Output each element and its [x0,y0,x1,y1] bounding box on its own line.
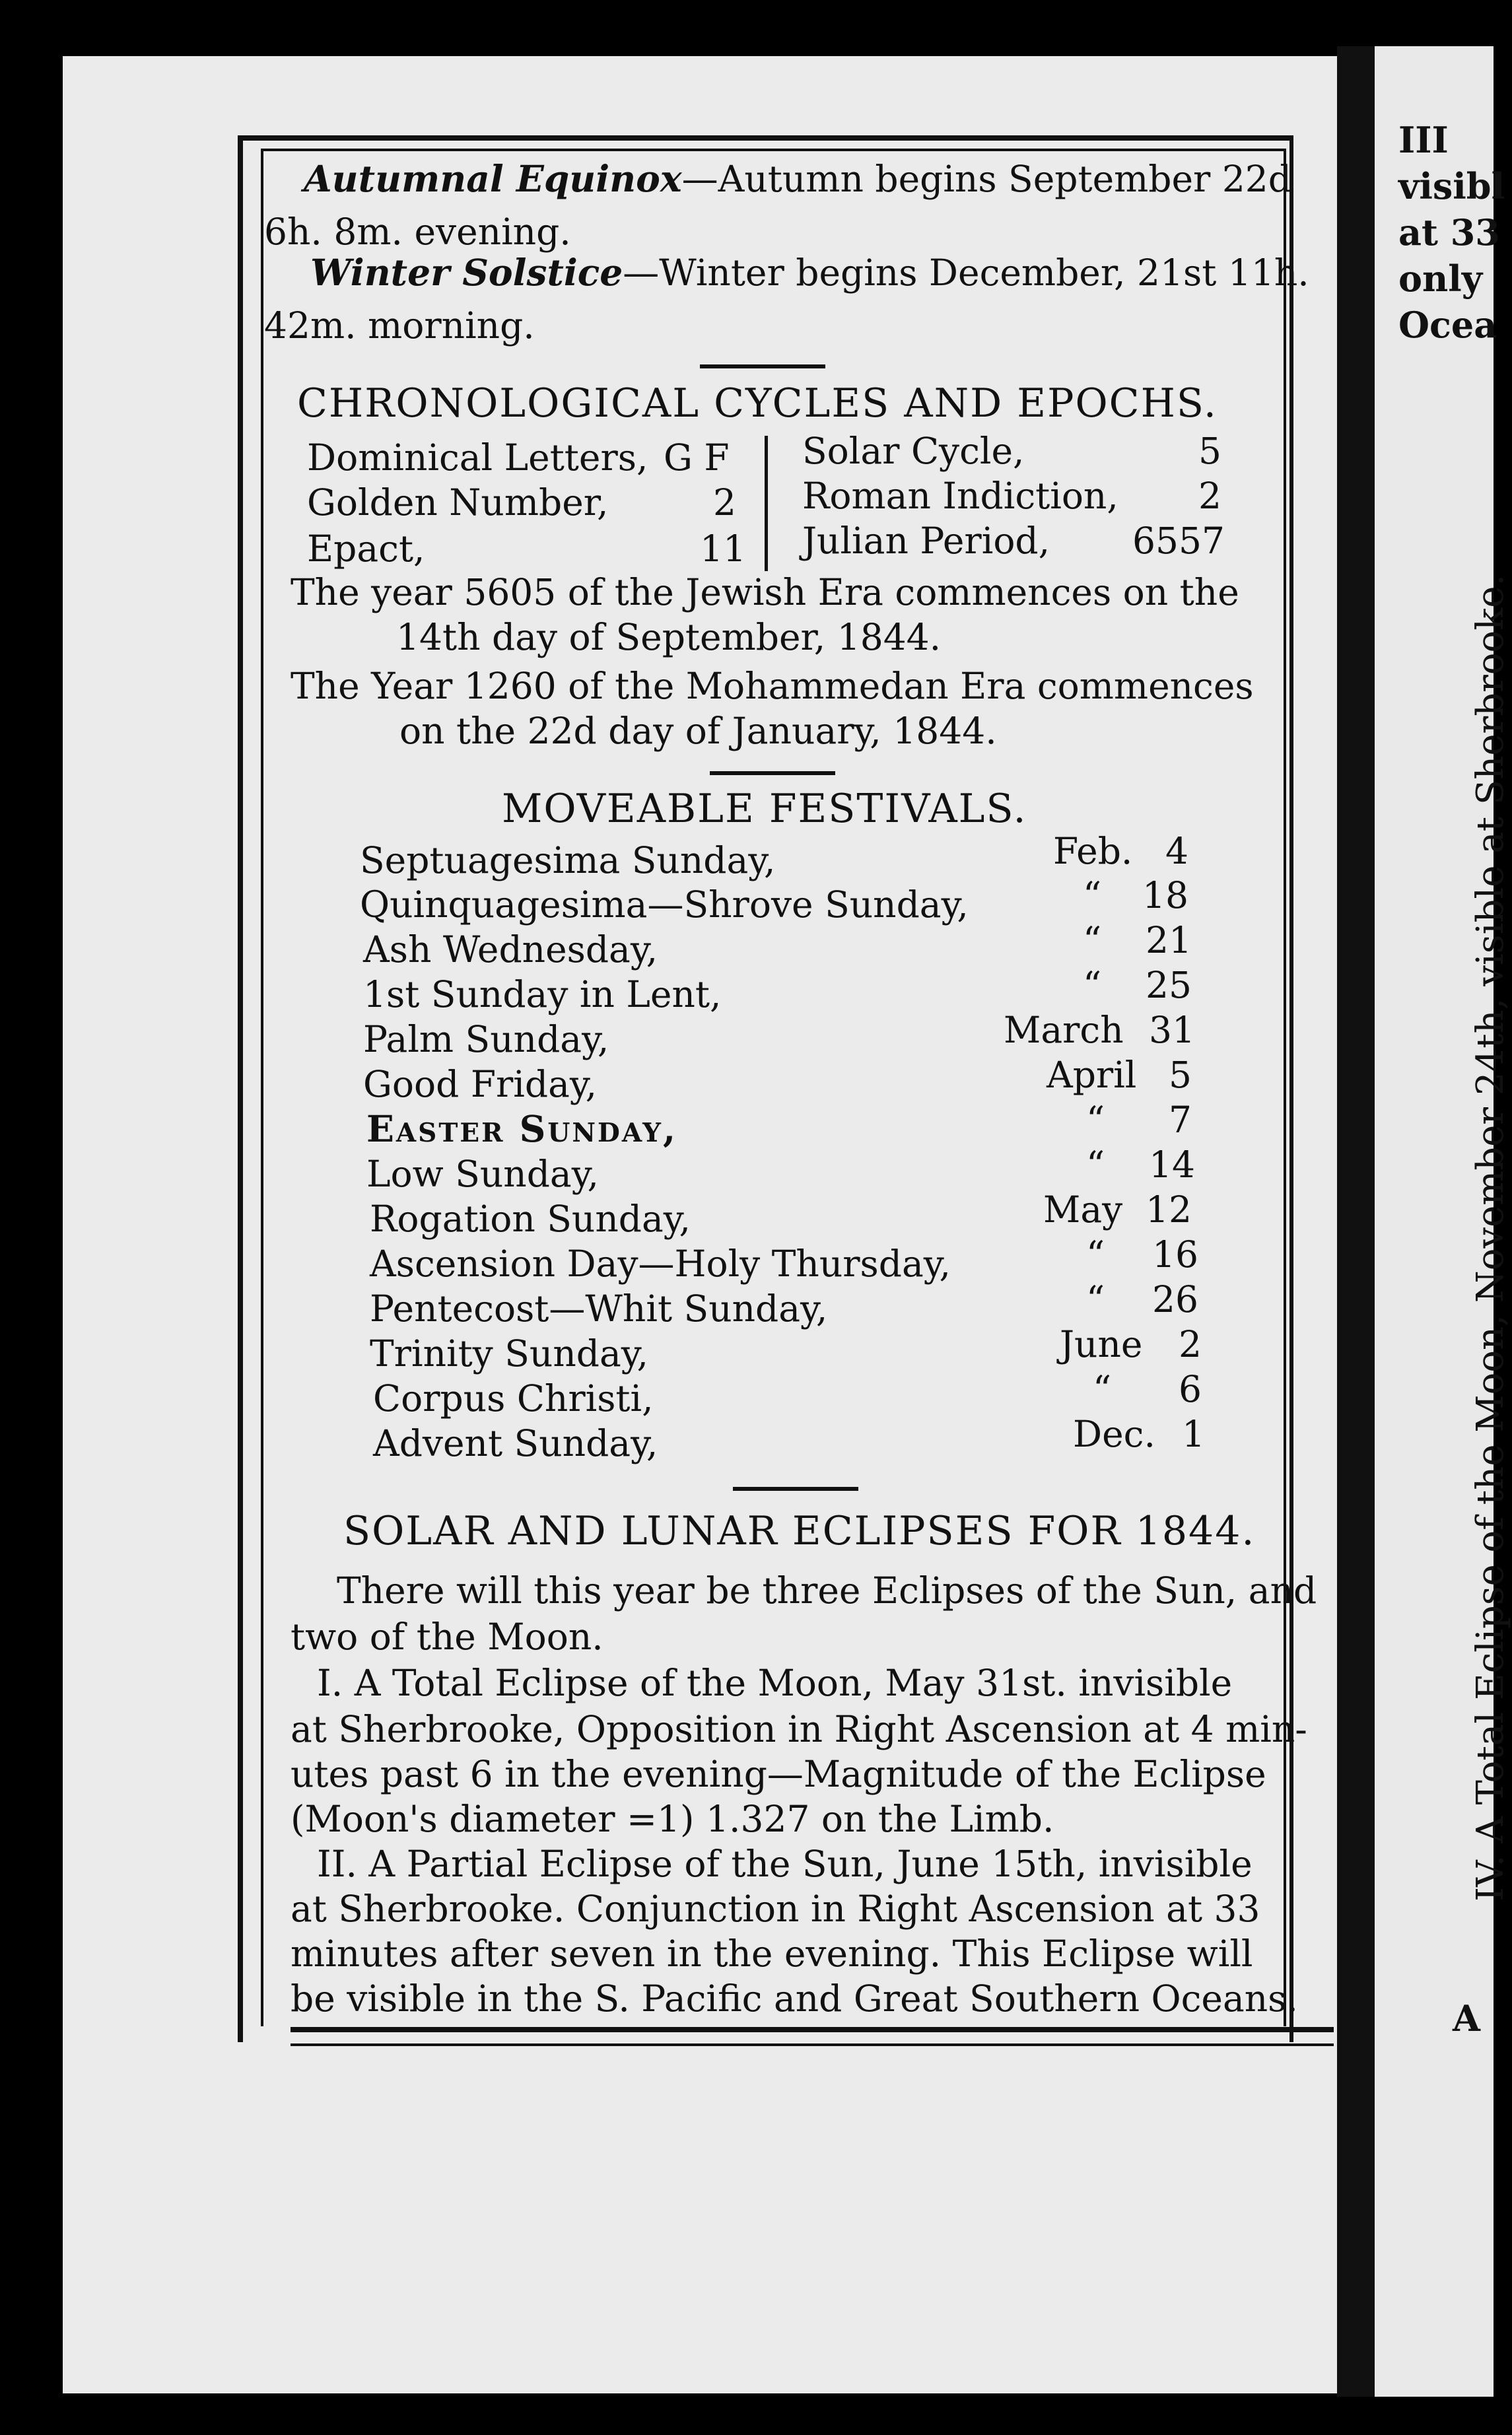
mohammedan-era-line: The Year 1260 of the Mohammedan Era commences [291,665,1254,707]
bottom-rule-thin [291,2043,1334,2046]
eclipses-heading: SOLAR AND LUNAR ECLIPSES FOR 1844. [343,1508,1256,1554]
festival-name: Good Friday, [363,1063,598,1105]
festival-name: Advent Sunday, [373,1422,658,1464]
festival-day: 7 [1169,1099,1192,1141]
next-page-line: visibl [1398,165,1505,207]
festival-month: “ [1083,874,1102,916]
eclipse-text-line: utes past 6 in the evening—Magnitude of the Eclipse [291,1753,1266,1795]
festival-name: Trinity Sunday, [370,1332,649,1375]
festival-day: 31 [1149,1009,1195,1051]
festival-day: 18 [1142,874,1188,916]
eclipse-text-line: at Sherbrooke. Conjunction in Right Ascension at 33 [291,1888,1260,1930]
festival-day: 5 [1169,1054,1192,1096]
festival-name: Septuagesima Sunday, [360,839,776,881]
festival-day: 12 [1146,1188,1192,1231]
jewish-era-line: The year 5605 of the Jewish Era commences on the [291,571,1239,613]
cycles-left-label: Golden Number, [307,481,609,524]
cycles-column-rule [765,436,768,571]
festival-month: Dec. [1073,1413,1155,1455]
festival-name: Ash Wednesday, [363,928,658,971]
cycles-right-label: Solar Cycle, [802,430,1025,472]
festival-name: 1st Sunday in Lent, [363,973,722,1015]
festival-day: 6 [1179,1368,1202,1410]
festival-name: Ascension Day—Holy Thursday, [370,1243,951,1285]
festival-day: 21 [1146,919,1192,961]
festival-month: June [1060,1323,1143,1365]
festival-month: “ [1093,1368,1112,1410]
festival-day: 14 [1149,1144,1195,1186]
festival-month: May [1043,1188,1123,1231]
cycles-right-value: 6557 [1132,520,1225,562]
next-page-bottom-letter: A [1453,1997,1480,2040]
festival-month: “ [1083,964,1102,1006]
festival-name: Quinquagesima—Shrove Sunday, [360,883,969,926]
eclipse-text-line: at Sherbrooke, Opposition in Right Ascension at 4 min- [291,1708,1307,1750]
page-gutter [1337,46,1375,2397]
festival-day: 1 [1182,1413,1205,1455]
festival-name: Palm Sunday, [363,1018,609,1060]
festival-day: 25 [1146,964,1192,1006]
festival-name: Corpus Christi, [373,1377,654,1420]
winter-time: 42m. morning. [264,304,535,347]
eclipse-text-line: be visible in the S. Pacific and Great Southern Oceans. [291,1977,1298,2020]
autumn-text: —Autumn begins September 22d [681,158,1292,200]
festival-month: Feb. [1053,830,1133,872]
festivals-heading: MOVEABLE FESTIVALS. [502,786,1027,832]
festival-month: March [1004,1009,1124,1051]
festival-month: “ [1086,1233,1105,1276]
festival-month: “ [1086,1144,1105,1186]
festival-name: Low Sunday, [366,1153,599,1195]
festival-name: Rogation Sunday, [370,1198,691,1240]
mohammedan-era-date: on the 22d day of January, 1844. [399,710,997,752]
winter-line [310,251,1309,294]
cycles-left-value: G F [664,436,730,479]
festival-month: April [1047,1054,1137,1096]
cycles-left-label: Epact, [307,528,425,570]
festival-name: Pentecost—Whit Sunday, [370,1287,828,1330]
next-page-line: at 33 [1398,211,1500,254]
festival-day: 2 [1179,1323,1202,1365]
eclipse-text-line: (Moon's diameter =1) 1.327 on the Limb. [291,1798,1054,1840]
cycles-right-label: Roman Indiction, [802,475,1118,517]
autumn-label: Autumnal Equinox [304,157,682,200]
section-rule [710,771,835,775]
eclipse-text-line: two of the Moon. [291,1616,603,1658]
cycles-left-value: 2 [713,481,736,524]
jewish-era-date: 14th day of September, 1844. [396,616,942,658]
festival-day: 4 [1165,830,1188,872]
festival-month: “ [1086,1099,1105,1141]
cycles-right-value: 5 [1198,430,1221,472]
bottom-rule [291,2027,1334,2032]
eclipse-text-line: minutes after seven in the evening. This Eclipse will [291,1933,1253,1975]
cycles-right-label: Julian Period, [802,520,1050,562]
section-rule [733,1487,858,1491]
next-page-vertical-text: IV. A Total Eclipse of the Moon, November 24th, visible at Sherbrooke. [1469,574,1512,1902]
eclipse-text-line: There will this year be three Eclipses of the Sun, and [337,1569,1317,1612]
winter-label: Winter Solstice [310,251,623,294]
cycles-heading: CHRONOLOGICAL CYCLES AND EPOCHS. [297,380,1218,427]
next-page-line: Ocea [1398,304,1497,346]
festival-name-easter: Easter Sunday, [366,1107,678,1150]
eclipse-text-line: II. A Partial Eclipse of the Sun, June 15th, invisible [317,1843,1253,1885]
autumn-line [304,157,1291,201]
winter-text: —Winter begins December, 21st 11h. [623,252,1309,294]
festival-day: 26 [1152,1278,1198,1320]
festival-month: “ [1086,1278,1105,1320]
cycles-left-value: 11 [700,528,746,570]
cycles-right-value: 2 [1198,475,1221,517]
festival-day: 16 [1152,1233,1198,1276]
festival-month: “ [1083,919,1102,961]
eclipse-text-line: I. A Total Eclipse of the Moon, May 31st. invisible [317,1662,1233,1704]
cycles-left-label: Dominical Letters, [307,436,648,479]
autumn-time: 6h. 8m. evening. [264,211,571,253]
next-page-line: only [1398,257,1483,300]
section-rule [700,364,825,368]
next-page-line: III [1398,119,1449,161]
